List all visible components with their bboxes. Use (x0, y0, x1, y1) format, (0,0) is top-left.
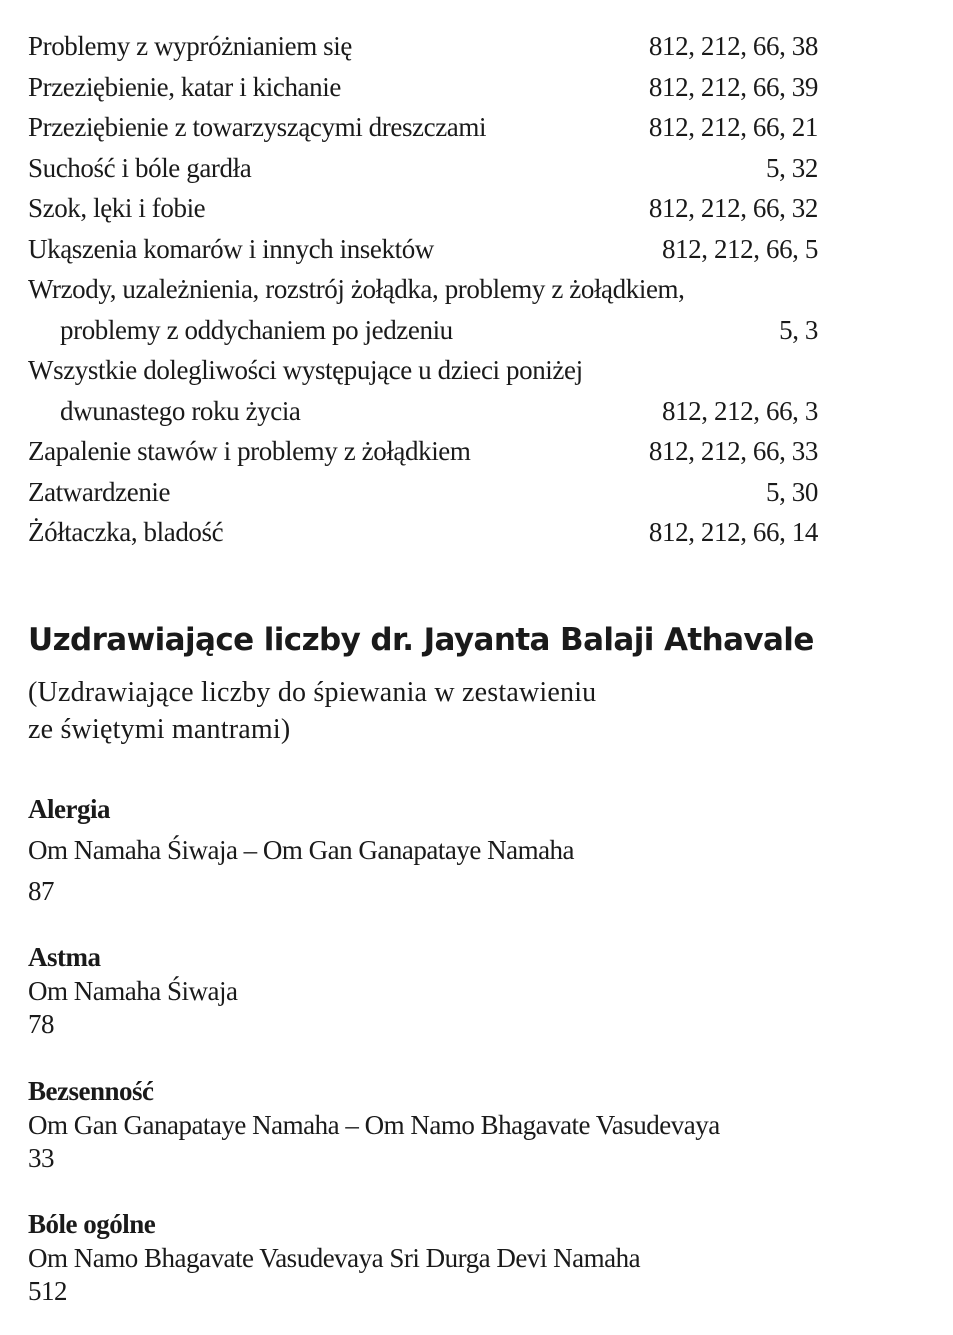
section-title: Uzdrawiające liczby dr. Jayanta Balaji Athavale (28, 622, 814, 658)
index-numbers: 812, 212, 66, 21 (648, 112, 818, 142)
remedy-index-list (28, 26, 818, 553)
index-row (28, 26, 818, 67)
mantra-entry (28, 1074, 928, 1174)
index-label: Przeziębienie, katar i kichanie (28, 71, 341, 102)
index-numbers: 812, 212, 66, 14 (648, 517, 818, 547)
index-label: Suchość i bóle gardła (28, 152, 252, 183)
index-label: Wrzody, uzależnienia, rozstrój żołądka, problemy z żołądkiem, (28, 274, 685, 304)
mantra-entry (28, 1207, 928, 1307)
entry-mantra: Om Namaha Śiwaja (28, 976, 238, 1006)
index-numbers: 812, 212, 66, 5 (661, 233, 818, 264)
index-numbers: 812, 212, 66, 33 (648, 436, 818, 466)
index-label: Szok, lęki i fobie (28, 193, 206, 223)
index-label: Przeziębienie z towarzyszącymi dreszczami (28, 112, 487, 142)
index-row (28, 431, 818, 472)
index-row (28, 188, 818, 229)
index-row (28, 107, 818, 148)
entry-code: 33 (28, 1143, 54, 1173)
entry-code: 87 (28, 876, 54, 906)
index-numbers: 812, 212, 66, 32 (648, 193, 818, 223)
entry-name: Bezsenność (28, 1076, 154, 1106)
index-row (28, 512, 818, 553)
section-subtitle-line: (Uzdrawiające liczby do śpiewania w zestawieniu (28, 677, 597, 708)
entry-mantra: Om Namaha Śiwaja – Om Gan Ganapataye Namaha (28, 835, 575, 865)
entry-mantra: Om Gan Ganapataye Namaha – Om Namo Bhagavate Vasudevaya (28, 1110, 720, 1140)
index-row (28, 67, 818, 108)
index-numbers: 812, 212, 66, 39 (648, 71, 818, 102)
mantra-entry (28, 792, 928, 911)
index-row-continuation (28, 391, 818, 432)
entry-name: Alergia (28, 794, 110, 824)
index-label-continuation: dwunastego roku życia (60, 395, 301, 426)
index-row (28, 148, 818, 189)
index-numbers: 812, 212, 66, 38 (648, 31, 818, 61)
entry-name: Bóle ogólne (28, 1209, 156, 1239)
section-subtitle-line: ze świętymi mantrami) (28, 714, 291, 745)
index-label: Żółtaczka, bladość (28, 517, 224, 547)
index-label: Problemy z wypróżnianiem się (28, 31, 352, 61)
index-numbers: 5, 3 (779, 314, 818, 345)
index-label: Wszystkie dolegliwości występujące u dzieci poniżej (28, 355, 583, 385)
section-subtitle (28, 674, 748, 748)
index-label: Zatwardzenie (28, 476, 171, 507)
index-row (28, 229, 818, 270)
index-label-continuation: problemy z oddychaniem po jedzeniu (60, 314, 453, 345)
entry-mantra: Om Namo Bhagavate Vasudevaya Sri Durga Devi Namaha (28, 1243, 641, 1273)
index-row (28, 350, 818, 391)
entry-code: 512 (28, 1276, 67, 1306)
index-row (28, 269, 818, 310)
index-label: Zapalenie stawów i problemy z żołądkiem (28, 436, 471, 466)
entry-code: 78 (28, 1009, 54, 1039)
index-row (28, 472, 818, 513)
index-numbers: 812, 212, 66, 3 (661, 395, 818, 426)
entry-name: Astma (28, 942, 101, 972)
mantra-entry (28, 940, 928, 1040)
index-row-continuation (28, 310, 818, 351)
index-numbers: 5, 32 (765, 152, 818, 183)
index-numbers: 5, 30 (765, 476, 818, 507)
index-label: Ukąszenia komarów i innych insektów (28, 233, 434, 264)
